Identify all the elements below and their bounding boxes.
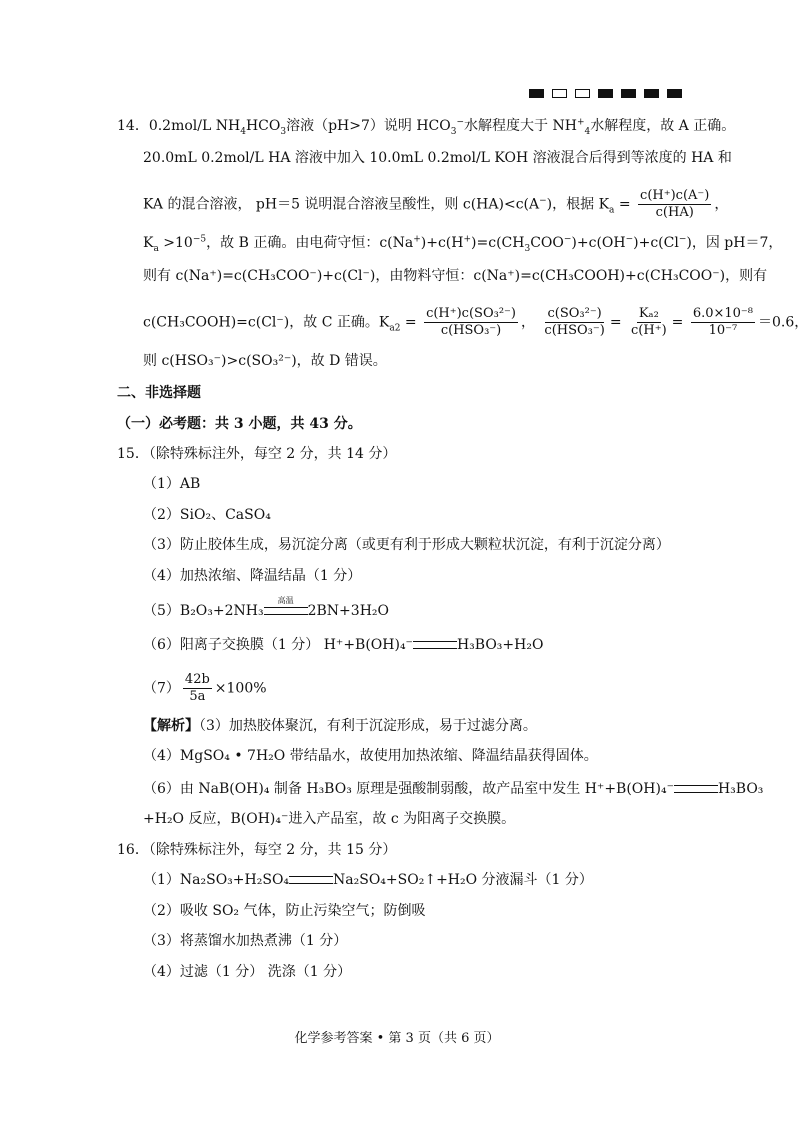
page-footer: 化学参考答案 • 第 3 页（共 6 页） (294, 1031, 500, 1046)
equals-arrow (413, 641, 457, 649)
q15-answer-6: （6）阳离子交换膜（1 分） H⁺+B(OH)₄⁻ H₃BO₃+H₂O (143, 637, 544, 653)
header-mark-filled (644, 89, 659, 98)
q14-line-7: 则 c(HSO₃⁻)>c(SO₃²⁻)，故 D 错误。 (143, 353, 387, 369)
answer-fraction: $\frac{42b}{5a}$ (184, 672, 210, 704)
q14-line-5: 则有 c(Na⁺)=c(CH₃COO⁻)+c(Cl⁻)，由物料守恒：c(Na⁺)=c(CH₃COOH)+c(CH₃COO⁻)，则有 (143, 268, 768, 284)
q16-head: 16．（除特殊标注外，每空 2 分，共 15 分） (117, 842, 397, 858)
q15-answer-1: （1）AB (143, 476, 201, 492)
q15-answer-3: （3）防止胶体生成，易沉淀分离（或更有利于形成大颗粒状沉淀，有利于沉淀分离） (143, 537, 670, 553)
q14-line-1: 14．0.2mol/L $NH_4HCO_3$溶液（pH>7）说明 $HCO_3^-$水解程度大于 $NH^+_4$水解程度，故 A 正确。 (117, 117, 736, 137)
q16-answer-1: （1）Na₂SO₃+H₂SO₄ Na₂SO₄+SO₂↑+H₂O 分液漏斗（1 分） (143, 872, 593, 888)
equals-arrow (289, 876, 333, 884)
q14-line-4: $K_a >10^{-5}$，故 B 正确。由电荷守恒：$c(Na^+)+c(H^+)=c(CH_3COO^-)+c(OH^-)+c(Cl^-)$，因 pH＝7， (143, 234, 783, 254)
q15-answer-7: （7） $\frac{42b}{5a}$ ×100% (143, 672, 267, 704)
equals-arrow: 高温 (264, 607, 308, 615)
equals-arrow (674, 785, 718, 793)
q16-answer-2: （2）吸收 SO₂ 气体，防止污染空气；防倒吸 (143, 903, 426, 919)
q14-line-6: c(CH₃COOH)=c(Cl⁻)，故 C 正确。$K_{a2}$ = $\frac{\text{c(H⁺)c(SO₃²⁻)}}{\text{c(HSO₃⁻)}}$ ， $\frac{\text{c(SO₃²⁻)}}{\text{c(HSO₃⁻)}}$ = $\frac{\text{Kₐ₂}}{c(H^+)}$ = $\frac{\text{6.0×10⁻⁸}}{\text{10⁻⁷}}$ ＝0.6， (143, 306, 808, 338)
q15-analysis-1: 【解析】（3）加热胶体聚沉，有利于沉淀形成，易于过滤分离。 (143, 718, 537, 734)
q15-analysis-2: （4）MgSO₄ • 7H₂O 带结晶水，故使用加热浓缩、降温结晶获得固体。 (143, 748, 598, 764)
header-mark-filled (529, 89, 544, 98)
header-mark-hollow (575, 89, 590, 98)
q14-line-3: KA 的混合溶液， pH＝5 说明混合溶液呈酸性，则 c(HA)<c(A−)，根据 $K_a$ = $\frac{c(H^+)c(A^-)}{c(HA)}$ ， (143, 188, 729, 220)
header-mark-filled (667, 89, 682, 98)
q15-answer-4: （4）加热浓缩、降温结晶（1 分） (143, 568, 362, 584)
q15-head: 15．（除特殊标注外，每空 2 分，共 14 分） (117, 446, 397, 462)
q16-answer-4: （4）过滤（1 分） 洗涤（1 分） (143, 964, 352, 980)
numeric-fraction: $\frac{\text{6.0×10⁻⁸}}{\text{10⁻⁷}}$ (692, 306, 754, 338)
ka2-over-h-fraction: $\frac{\text{Kₐ₂}}{c(H^+)}$ (631, 306, 667, 338)
q15-answer-5: （5）B₂O₃+2NH₃ 高温 2BN+3H₂O (143, 596, 389, 619)
analysis-label: 【解析】 (143, 718, 199, 734)
section-heading: 二、非选择题 (117, 385, 201, 401)
ka-fraction: $\frac{c(H^+)c(A^-)}{c(HA)}$ (640, 188, 710, 220)
ka2-fraction: $\frac{\text{c(H⁺)c(SO₃²⁻)}}{\text{c(HSO₃⁻)}}$ (426, 306, 516, 338)
q15-answer-2: （2）SiO₂、CaSO₄ (143, 507, 271, 523)
header-mark-filled (598, 89, 613, 98)
q15-analysis-4: +H₂O 反应，B(OH)₄⁻进入产品室，故 c 为阳离子交换膜。 (143, 811, 516, 827)
q16-answer-3: （3）将蒸馏水加热煮沸（1 分） (143, 933, 348, 949)
header-marks (529, 89, 682, 98)
header-mark-hollow (552, 89, 567, 98)
sulfite-ratio-fraction: $\frac{\text{c(SO₃²⁻)}}{\text{c(HSO₃⁻)}}$ (544, 306, 605, 338)
q14-line-2: 20.0mL 0.2mol/L HA 溶液中加入 10.0mL 0.2mol/L KOH 溶液混合后得到等浓度的 HA 和 (143, 150, 732, 166)
subsection-heading: （一）必考题：共 3 小题，共 43 分。 (117, 416, 362, 432)
q15-analysis-3: （6）由 NaB(OH)₄ 制备 H₃BO₃ 原理是强酸制弱酸，故产品室中发生 H⁺+B(OH)₄⁻ H₃BO₃ (143, 781, 764, 797)
header-mark-filled (621, 89, 636, 98)
